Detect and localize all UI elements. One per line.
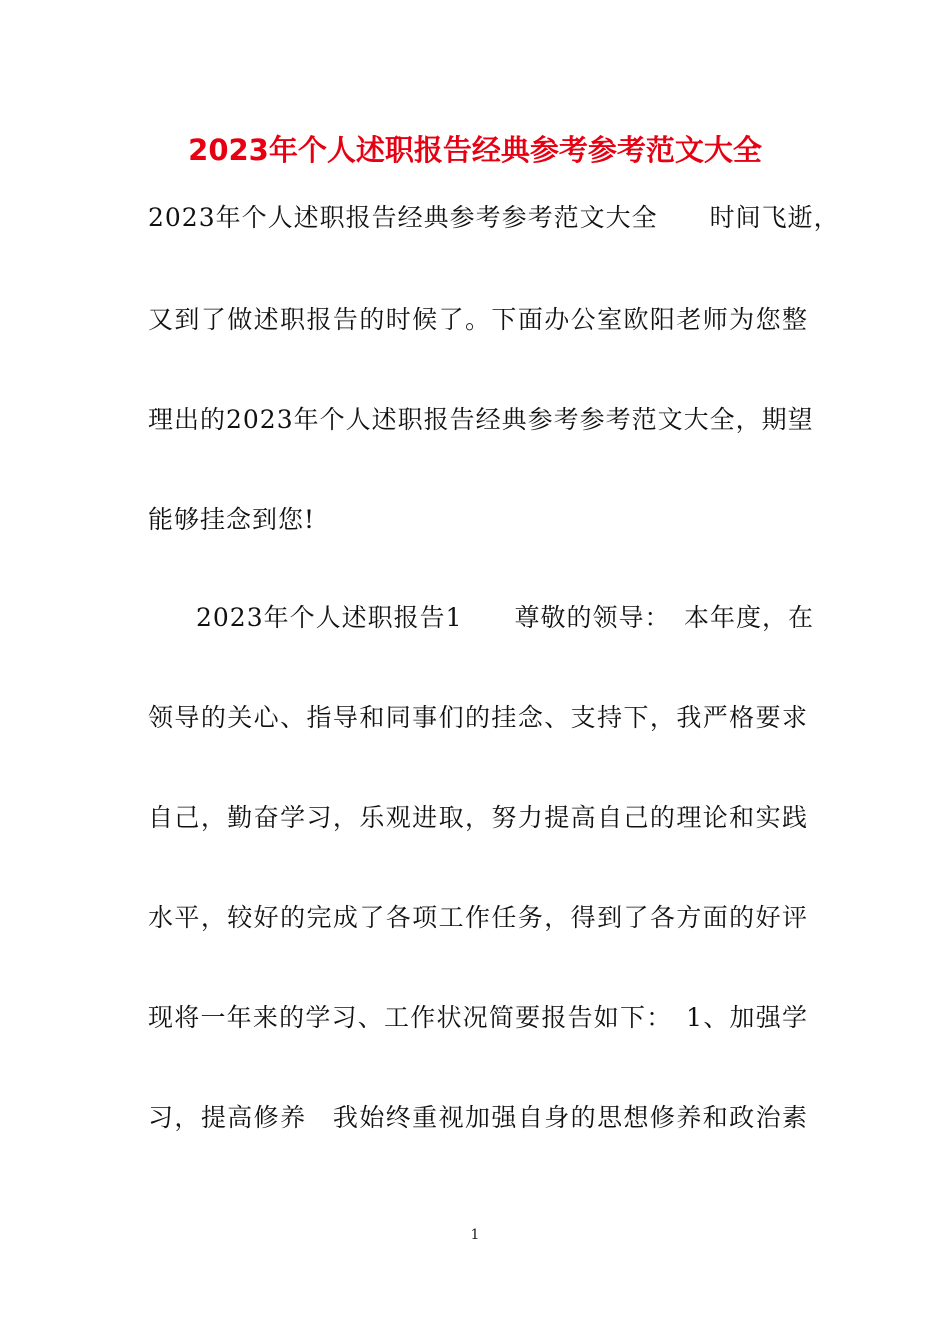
document-title: 2023年个人述职报告经典参考参考范文大全 (188, 133, 762, 167)
body-line-1: 2023年个人述职报告经典参考参考范文大全 时间飞逝， (148, 203, 840, 232)
body-line-6: 领导的关心、指导和同事们的挂念、支持下，我严格要求 (148, 703, 808, 732)
body-line-5: 2023年个人述职报告1 尊敬的领导： 本年度，在 (196, 603, 815, 632)
page-number: 1 (470, 1227, 480, 1243)
body-line-4: 能够挂念到您! (148, 505, 316, 534)
body-line-10: 习，提高修养 我始终重视加强自身的思想修养和政治素 (148, 1103, 808, 1132)
body-line-9: 现将一年来的学习、工作状况简要报告如下： 1、加强学 (148, 1003, 808, 1032)
body-line-7: 自己，勤奋学习，乐观进取，努力提高自己的理论和实践 (148, 803, 808, 832)
body-line-3: 理出的2023年个人述职报告经典参考参考范文大全，期望 (148, 405, 814, 434)
body-line-2: 又到了做述职报告的时候了。下面办公室欧阳老师为您整 (148, 305, 808, 334)
body-line-8: 水平，较好的完成了各项工作任务，得到了各方面的好评 (148, 903, 808, 932)
